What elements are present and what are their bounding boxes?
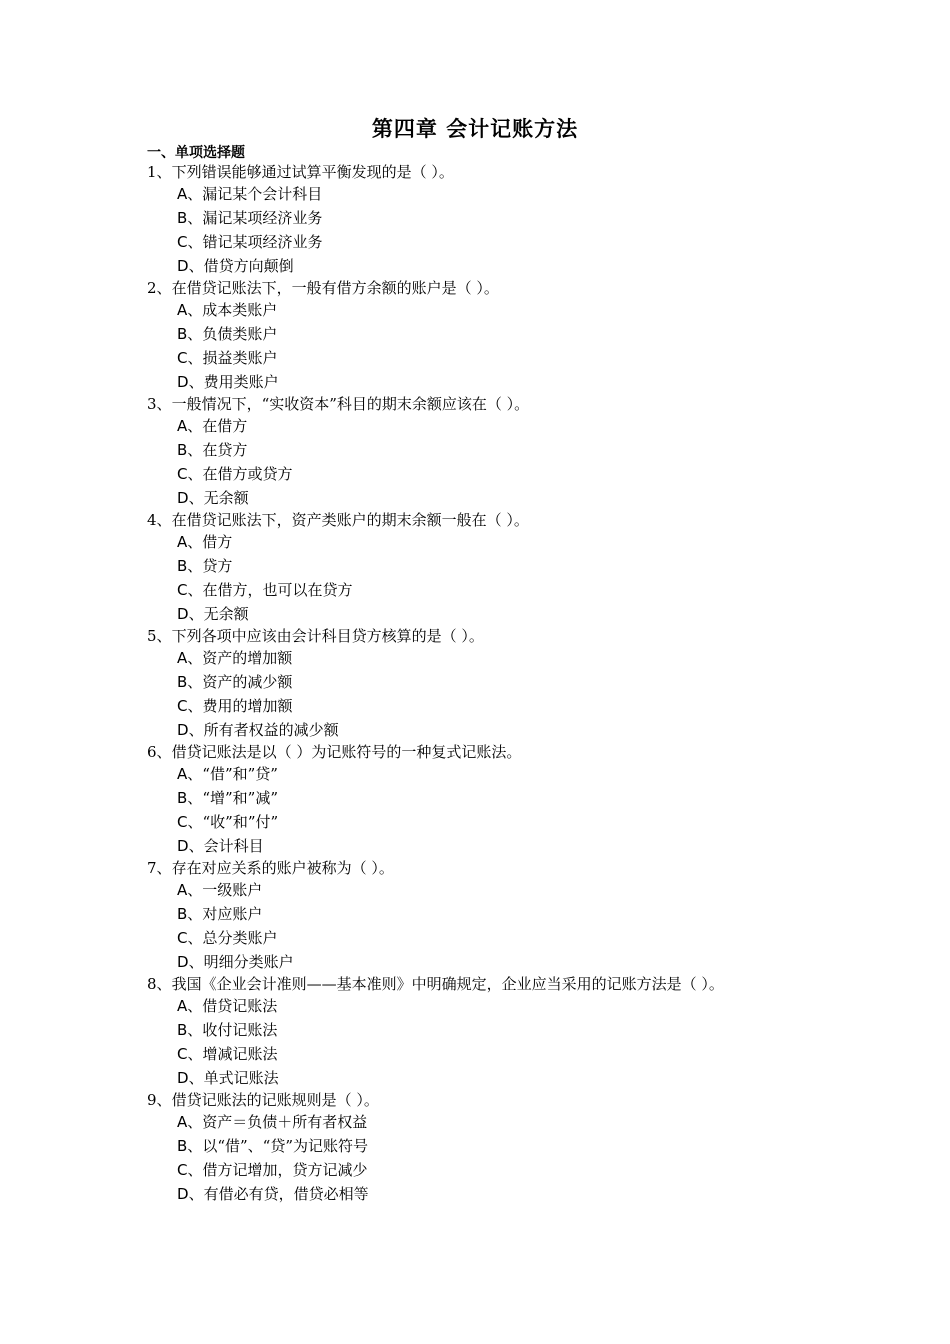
option-c: C、“收”和”付” <box>177 813 279 831</box>
option-letter: B <box>177 1021 188 1039</box>
option-letter: C <box>177 929 188 947</box>
option-letter: C <box>177 581 188 599</box>
option-text: 在借方 <box>202 417 248 435</box>
question-1 <box>147 162 927 278</box>
option-text: 资产的增加额 <box>202 649 293 667</box>
option-a: A、资产的增加额 <box>177 649 293 667</box>
option-b: B、收付记账法 <box>177 1021 278 1039</box>
option-text: 所有者权益的减少额 <box>203 721 339 739</box>
option-c: C、损益类账户 <box>177 349 278 367</box>
option-a: A、在借方 <box>177 417 248 435</box>
option-text: 损益类账户 <box>202 349 278 367</box>
option-a: A、“借”和”贷” <box>177 765 278 783</box>
option-letter: B <box>177 1137 188 1155</box>
question-text: 3、一般情况下，“实收资本”科目的期末余额应该在（ ）。 <box>147 395 530 413</box>
option-letter: A <box>177 881 188 899</box>
option-letter: D <box>177 605 189 623</box>
option-d: D、无余额 <box>177 489 249 507</box>
question-number: 9 <box>147 1091 157 1109</box>
section-heading: 一、单项选择题 <box>147 145 245 161</box>
option-d: D、借贷方向颠倒 <box>177 257 294 275</box>
option-letter: C <box>177 349 188 367</box>
option-letter: B <box>177 325 188 343</box>
option-b: B、以“借”、“贷”为记账符号 <box>177 1137 368 1155</box>
option-letter: A <box>177 649 188 667</box>
option-b: B、漏记某项经济业务 <box>177 209 323 227</box>
option-c: C、在借方，也可以在贷方 <box>177 581 353 599</box>
question-text: 8、我国《企业会计准则——基本准则》中明确规定，企业应当采用的记账方法是（ ）。 <box>147 975 724 993</box>
question-text: 4、在借贷记账法下，资产类账户的期末余额一般在（ ）。 <box>147 511 529 529</box>
option-letter: C <box>177 697 188 715</box>
option-letter: B <box>177 557 188 575</box>
option-letter: C <box>177 1045 188 1063</box>
option-b: B、负债类账户 <box>177 325 278 343</box>
option-letter: A <box>177 1113 188 1131</box>
question-4 <box>147 510 927 626</box>
question-stem: 存在对应关系的账户被称为（ ）。 <box>171 859 394 877</box>
option-letter: D <box>177 1185 189 1203</box>
question-8 <box>147 974 927 1090</box>
option-letter: D <box>177 837 189 855</box>
question-number: 1 <box>147 163 157 181</box>
question-stem: 下列各项中应该由会计科目贷方核算的是（ ）。 <box>171 627 484 645</box>
option-b: B、贷方 <box>177 557 233 575</box>
option-letter: D <box>177 373 189 391</box>
option-text: 总分类账户 <box>202 929 278 947</box>
option-letter: D <box>177 953 189 971</box>
question-6 <box>147 742 927 858</box>
question-text: 6、借贷记账法是以（ ）为记账符号的一种复式记账法。 <box>147 743 522 761</box>
question-stem: 在借贷记账法下，一般有借方余额的账户是（ ）。 <box>171 279 499 297</box>
question-number: 5 <box>147 627 157 645</box>
option-c: C、借方记增加，贷方记减少 <box>177 1161 368 1179</box>
option-text: “借”和”贷” <box>202 765 278 783</box>
option-letter: D <box>177 721 189 739</box>
question-text: 1、下列错误能够通过试算平衡发现的是（ ）。 <box>147 163 454 181</box>
option-b: B、对应账户 <box>177 905 263 923</box>
option-letter: D <box>177 489 189 507</box>
option-d: D、有借必有贷，借贷必相等 <box>177 1185 369 1203</box>
option-text: 贷方 <box>202 557 233 575</box>
option-letter: B <box>177 209 188 227</box>
chapter-title: 第四章 会计记账方法 <box>371 117 579 141</box>
option-b: B、资产的减少额 <box>177 673 293 691</box>
option-letter: C <box>177 813 188 831</box>
option-a: A、成本类账户 <box>177 301 278 319</box>
option-d: D、无余额 <box>177 605 249 623</box>
question-number: 2 <box>147 279 157 297</box>
question-7 <box>147 858 927 974</box>
option-text: 负债类账户 <box>202 325 278 343</box>
question-text: 2、在借贷记账法下，一般有借方余额的账户是（ ）。 <box>147 279 499 297</box>
option-d: D、单式记账法 <box>177 1069 279 1087</box>
question-number: 3 <box>147 395 157 413</box>
question-number: 6 <box>147 743 157 761</box>
option-letter: C <box>177 1161 188 1179</box>
option-a: A、借贷记账法 <box>177 997 278 1015</box>
option-text: 以“借”、“贷”为记账符号 <box>202 1137 368 1155</box>
option-text: 借贷记账法 <box>202 997 278 1015</box>
option-letter: A <box>177 533 188 551</box>
option-a: A、一级账户 <box>177 881 263 899</box>
question-2 <box>147 278 927 394</box>
option-text: 资产的减少额 <box>202 673 293 691</box>
option-text: 无余额 <box>203 605 249 623</box>
option-text: 错记某项经济业务 <box>202 233 323 251</box>
option-d: D、明细分类账户 <box>177 953 294 971</box>
option-b: B、“增”和”减” <box>177 789 278 807</box>
question-number: 4 <box>147 511 157 529</box>
option-d: D、费用类账户 <box>177 373 279 391</box>
question-stem: 一般情况下，“实收资本”科目的期末余额应该在（ ）。 <box>171 395 530 413</box>
option-letter: B <box>177 905 188 923</box>
option-text: 增减记账法 <box>202 1045 278 1063</box>
option-text: 漏记某项经济业务 <box>202 209 323 227</box>
question-number: 8 <box>147 975 157 993</box>
option-text: 在借方，也可以在贷方 <box>202 581 353 599</box>
option-letter: A <box>177 301 188 319</box>
option-letter: C <box>177 465 188 483</box>
option-text: 借方 <box>202 533 233 551</box>
option-c: C、在借方或贷方 <box>177 465 293 483</box>
question-9 <box>147 1090 927 1206</box>
question-number: 7 <box>147 859 157 877</box>
option-text: 借贷方向颠倒 <box>203 257 294 275</box>
option-text: 成本类账户 <box>202 301 278 319</box>
option-text: 单式记账法 <box>203 1069 279 1087</box>
question-stem: 在借贷记账法下，资产类账户的期末余额一般在（ ）。 <box>171 511 529 529</box>
option-b: B、在贷方 <box>177 441 248 459</box>
option-text: 有借必有贷，借贷必相等 <box>203 1185 369 1203</box>
option-text: 会计科目 <box>203 837 264 855</box>
question-stem: 我国《企业会计准则——基本准则》中明确规定，企业应当采用的记账方法是（ ）。 <box>171 975 724 993</box>
question-text: 5、下列各项中应该由会计科目贷方核算的是（ ）。 <box>147 627 484 645</box>
question-5 <box>147 626 927 742</box>
option-text: 在借方或贷方 <box>202 465 293 483</box>
option-text: “增”和”减” <box>202 789 278 807</box>
option-text: 资产＝负债＋所有者权益 <box>202 1113 368 1131</box>
option-letter: D <box>177 257 189 275</box>
option-a: A、资产＝负债＋所有者权益 <box>177 1113 368 1131</box>
question-list <box>147 162 927 1206</box>
option-c: C、费用的增加额 <box>177 697 293 715</box>
option-c: C、错记某项经济业务 <box>177 233 323 251</box>
option-text: 收付记账法 <box>202 1021 278 1039</box>
option-letter: B <box>177 441 188 459</box>
option-a: A、借方 <box>177 533 233 551</box>
option-letter: D <box>177 1069 189 1087</box>
option-text: 对应账户 <box>202 905 263 923</box>
option-c: C、增减记账法 <box>177 1045 278 1063</box>
option-text: “收”和”付” <box>202 813 279 831</box>
option-d: D、所有者权益的减少额 <box>177 721 339 739</box>
option-text: 在贷方 <box>202 441 248 459</box>
option-text: 明细分类账户 <box>203 953 294 971</box>
option-letter: A <box>177 997 188 1015</box>
option-letter: B <box>177 673 188 691</box>
question-stem: 借贷记账法的记账规则是（ ）。 <box>171 1091 379 1109</box>
question-3 <box>147 394 927 510</box>
question-text: 7、存在对应关系的账户被称为（ ）。 <box>147 859 394 877</box>
option-text: 借方记增加，贷方记减少 <box>202 1161 368 1179</box>
question-text: 9、借贷记账法的记账规则是（ ）。 <box>147 1091 379 1109</box>
option-text: 费用类账户 <box>203 373 279 391</box>
option-c: C、总分类账户 <box>177 929 278 947</box>
option-text: 无余额 <box>203 489 249 507</box>
option-text: 一级账户 <box>202 881 263 899</box>
question-stem: 借贷记账法是以（ ）为记账符号的一种复式记账法。 <box>171 743 522 761</box>
option-text: 费用的增加额 <box>202 697 293 715</box>
question-stem: 下列错误能够通过试算平衡发现的是（ ）。 <box>171 163 454 181</box>
option-a: A、漏记某个会计科目 <box>177 185 323 203</box>
option-text: 漏记某个会计科目 <box>202 185 323 203</box>
option-letter: B <box>177 789 188 807</box>
option-letter: C <box>177 233 188 251</box>
option-letter: A <box>177 185 188 203</box>
option-letter: A <box>177 765 188 783</box>
option-letter: A <box>177 417 188 435</box>
option-d: D、会计科目 <box>177 837 264 855</box>
